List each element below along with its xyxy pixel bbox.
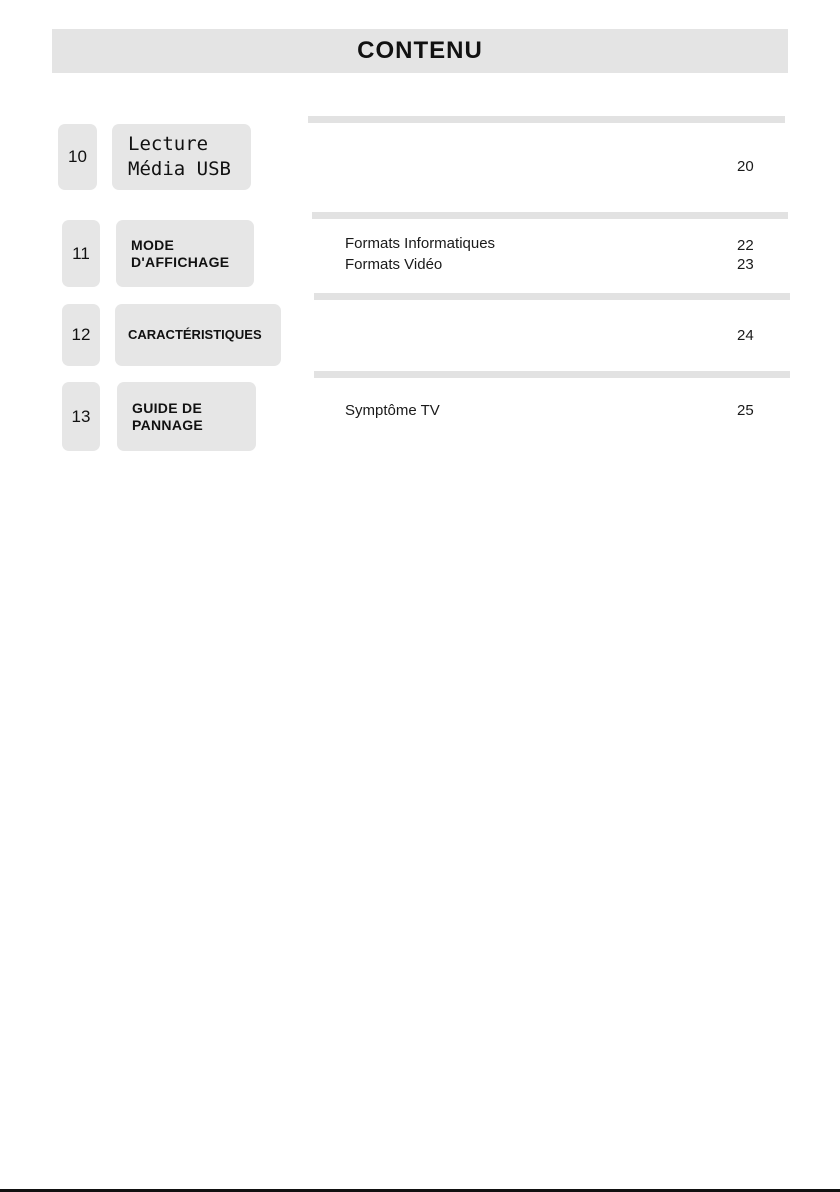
section-number-11: 11	[62, 220, 100, 287]
section-divider	[314, 371, 790, 378]
page-number-20[interactable]: 20	[737, 158, 754, 175]
section-label-text: Lecture Média USB	[128, 133, 231, 180]
contents-header-bar	[52, 29, 788, 73]
section-number-13: 13	[62, 382, 100, 451]
toc-entry-video-formats[interactable]: Formats Vidéo	[345, 256, 443, 273]
section-label-display-mode[interactable]	[116, 220, 254, 287]
page-number-24[interactable]: 24	[737, 327, 754, 344]
page-title: CONTENU	[357, 37, 483, 64]
section-number-10: 10	[58, 124, 97, 190]
section-divider	[312, 212, 788, 219]
toc-entry-computer-formats[interactable]: Formats Informatiques	[345, 235, 496, 252]
section-label-specifications[interactable]	[115, 304, 281, 366]
section-label-usb-playback[interactable]	[112, 124, 251, 190]
section-label-text: GUIDE DE PANNAGE	[132, 399, 204, 433]
page-number-23[interactable]: 23	[737, 256, 754, 273]
section-divider	[308, 116, 785, 123]
section-label-troubleshooting[interactable]	[117, 382, 256, 451]
page-number-22[interactable]: 22	[737, 237, 754, 254]
toc-entry-tv-symptom[interactable]: Symptôme TV	[345, 402, 440, 419]
section-divider	[314, 293, 790, 300]
section-label-text: MODE D'AFFICHAGE	[131, 236, 230, 270]
section-number-12: 12	[62, 304, 100, 366]
page-number-25[interactable]: 25	[737, 402, 754, 419]
section-label-text: CARACTÉRISTIQUES	[128, 327, 262, 342]
